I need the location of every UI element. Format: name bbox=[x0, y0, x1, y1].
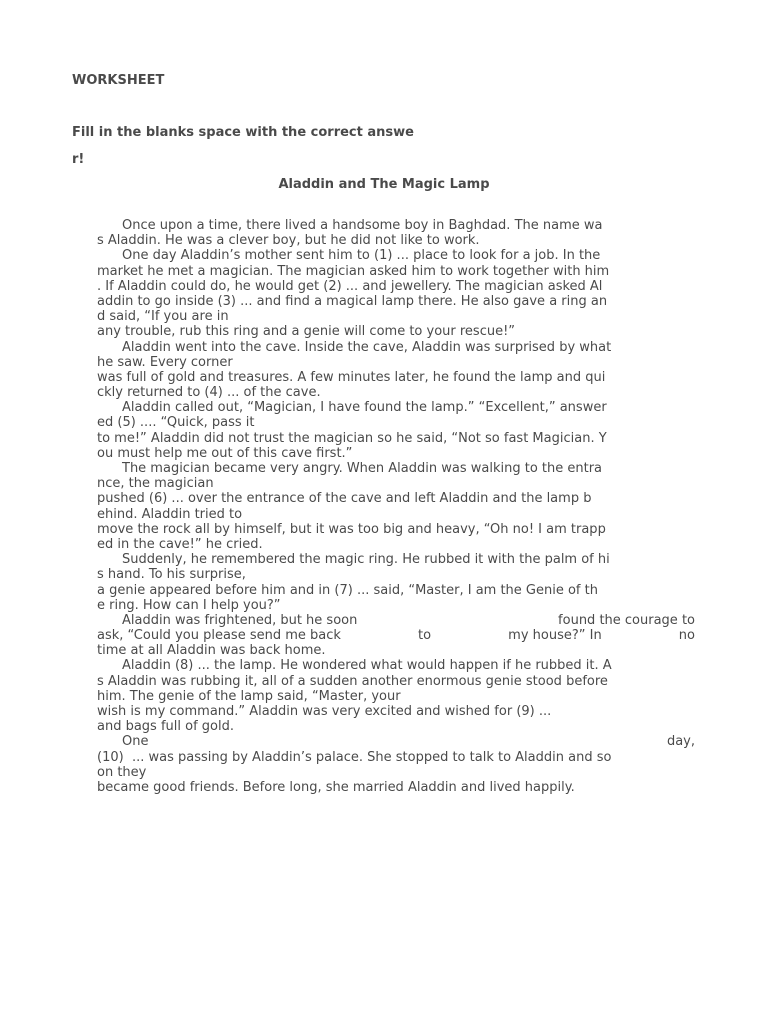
story-line: s Aladdin. He was a clever boy, but he did not like to work. bbox=[97, 233, 480, 249]
story-line: . If Aladdin could do, he would get (2) ... and jewellery. The magician asked Al bbox=[97, 278, 603, 294]
story-line: him. The genie of the lamp said, “Master, your bbox=[97, 688, 401, 704]
story-line: move the rock all by himself, but it was too big and heavy, “Oh no! I am trapp bbox=[97, 521, 606, 537]
story-line: ed in the cave!” he cried. bbox=[97, 536, 263, 552]
story-line: pushed (6) ... over the entrance of the cave and left Aladdin and the lamp b bbox=[97, 491, 592, 507]
story-line: Once upon a time, there lived a handsome boy in Baghdad. The name wa bbox=[122, 218, 603, 233]
story-line: The magician became very angry. When Aladdin was walking to the entra bbox=[122, 461, 603, 476]
story-line: a genie appeared before him and in (7) ... said, “Master, I am the Genie of th bbox=[97, 582, 598, 598]
story-segment: to bbox=[418, 628, 432, 644]
story-segment: no bbox=[678, 628, 695, 644]
instruction-line-2: r! bbox=[72, 152, 85, 167]
story-line: to me!” Aladdin did not trust the magician so he said, “Not so fast Magician. Y bbox=[97, 430, 607, 446]
story-line: e ring. How can I help you?” bbox=[97, 597, 281, 613]
story-line: wish is my command.” Aladdin was very excited and wished for (9) ... bbox=[97, 704, 552, 719]
story-line bbox=[97, 613, 695, 628]
story-line: Aladdin called out, “Magician, I have found the lamp.” “Excellent,” answer bbox=[122, 400, 607, 416]
story-line: addin to go inside (3) ... and find a magical lamp there. He also gave a ring an bbox=[97, 293, 608, 309]
story-segment: my house?” In bbox=[508, 628, 602, 644]
story-line: he saw. Every corner bbox=[97, 354, 233, 370]
story-line: nce, the magician bbox=[97, 476, 214, 492]
story-line bbox=[97, 628, 695, 643]
story-segment: ask, “Could you please send me back bbox=[97, 628, 341, 644]
story-line: ckly returned to (4) ... of the cave. bbox=[97, 385, 321, 401]
story-line: ou must help me out of this cave first.” bbox=[97, 445, 353, 461]
story-line: was full of gold and treasures. A few minutes later, he found the lamp and qui bbox=[97, 369, 606, 385]
story-line: ed (5) .... “Quick, pass it bbox=[97, 415, 255, 431]
story-line bbox=[97, 734, 695, 749]
story-segment: found the courage to bbox=[558, 612, 695, 628]
story-line: any trouble, rub this ring and a genie will come to your rescue!” bbox=[97, 324, 516, 340]
story-text bbox=[97, 218, 695, 795]
story-line: (10) ... was passing by Aladdin’s palace. She stopped to talk to Aladdin and so bbox=[97, 749, 612, 765]
story-line: s hand. To his surprise, bbox=[97, 567, 246, 583]
story-line: s Aladdin was rubbing it, all of a sudden another enormous genie stood before bbox=[97, 673, 608, 689]
story-title: Aladdin and The Magic Lamp bbox=[278, 177, 490, 192]
story-segment: One bbox=[122, 734, 149, 750]
story-line: and bags full of gold. bbox=[97, 719, 235, 735]
story-line: ehind. Aladdin tried to bbox=[97, 506, 243, 522]
instruction-line-1: Fill in the blanks space with the correct answe bbox=[72, 125, 414, 140]
story-line: became good friends. Before long, she married Aladdin and lived happily. bbox=[97, 779, 575, 795]
story-line: market he met a magician. The magician asked him to work together with him bbox=[97, 263, 610, 279]
story-line: Suddenly, he remembered the magic ring. He rubbed it with the palm of hi bbox=[122, 552, 610, 568]
story-segment: day, bbox=[666, 734, 695, 750]
story-line: on they bbox=[97, 764, 147, 780]
story-line: d said, “If you are in bbox=[97, 309, 229, 325]
story-line: Aladdin went into the cave. Inside the cave, Aladdin was surprised by what bbox=[122, 339, 612, 355]
story-line: One day Aladdin’s mother sent him to (1) ... place to look for a job. In the bbox=[122, 248, 601, 264]
story-segment: Aladdin was frightened, but he soon bbox=[122, 612, 358, 628]
worksheet-heading: WORKSHEET bbox=[72, 73, 165, 88]
story-line: Aladdin (8) ... the lamp. He wondered what would happen if he rubbed it. A bbox=[122, 658, 612, 674]
story-line: time at all Aladdin was back home. bbox=[97, 643, 326, 659]
